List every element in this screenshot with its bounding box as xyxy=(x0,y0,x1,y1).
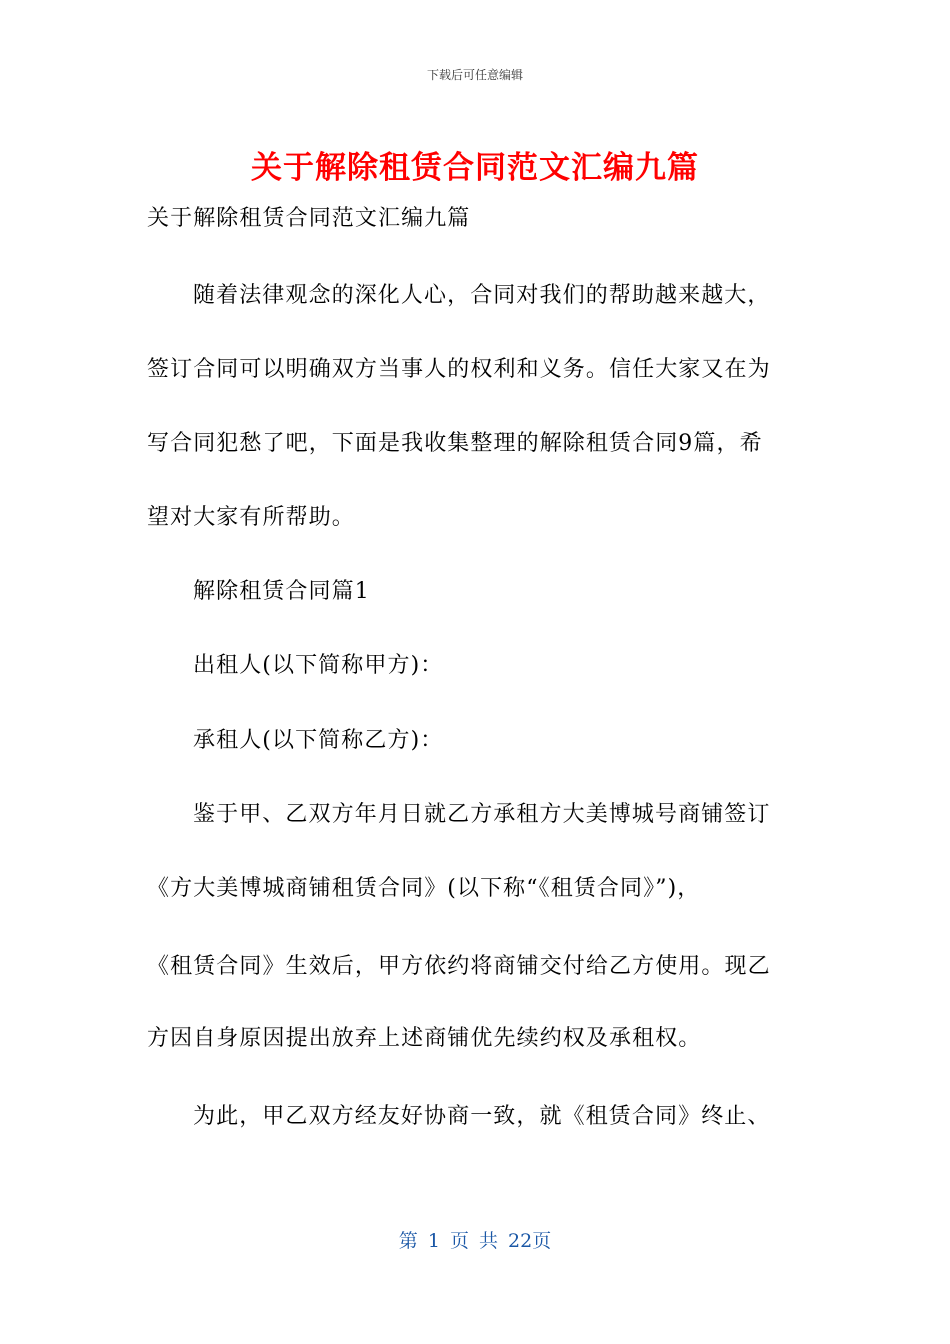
document-title: 关于解除租赁合同范文汇编九篇 xyxy=(251,150,699,186)
paragraph-line: 签订合同可以明确双方当事人的权利和义务。信任大家又在为 xyxy=(147,357,771,382)
page-number-footer: 第 1 页 共 22页 xyxy=(398,1230,552,1252)
paragraph-line: 为此，甲乙双方经友好协商一致，就《租赁合同》终止、 xyxy=(193,1104,771,1129)
header-note: 下载后可任意编辑 xyxy=(426,68,523,82)
paragraph-line: 《方大美博城商铺租赁合同》(以下称“《租赁合同》”)， xyxy=(147,876,701,901)
paragraph-line: 鉴于甲、乙双方年月日就乙方承租方大美博城号商铺签订 xyxy=(193,802,771,827)
paragraph-line: 承租人(以下简称乙方)： xyxy=(193,728,444,753)
paragraph-line: 《租赁合同》生效后，甲方依约将商铺交付给乙方使用。现乙 xyxy=(147,954,771,979)
section-heading: 解除租赁合同篇1 xyxy=(193,579,370,604)
paragraph-line: 望对大家有所帮助。 xyxy=(147,505,355,530)
paragraph-line: 方因自身原因提出放弃上述商铺优先续约权及承租权。 xyxy=(147,1026,702,1051)
paragraph-line: 写合同犯愁了吧，下面是我收集整理的解除租赁合同9篇，希 xyxy=(147,431,763,456)
paragraph-line: 随着法律观念的深化人心，合同对我们的帮助越来越大， xyxy=(193,283,771,308)
paragraph-line: 出租人(以下简称甲方)： xyxy=(193,653,444,678)
subtitle-line: 关于解除租赁合同范文汇编九篇 xyxy=(147,206,471,231)
